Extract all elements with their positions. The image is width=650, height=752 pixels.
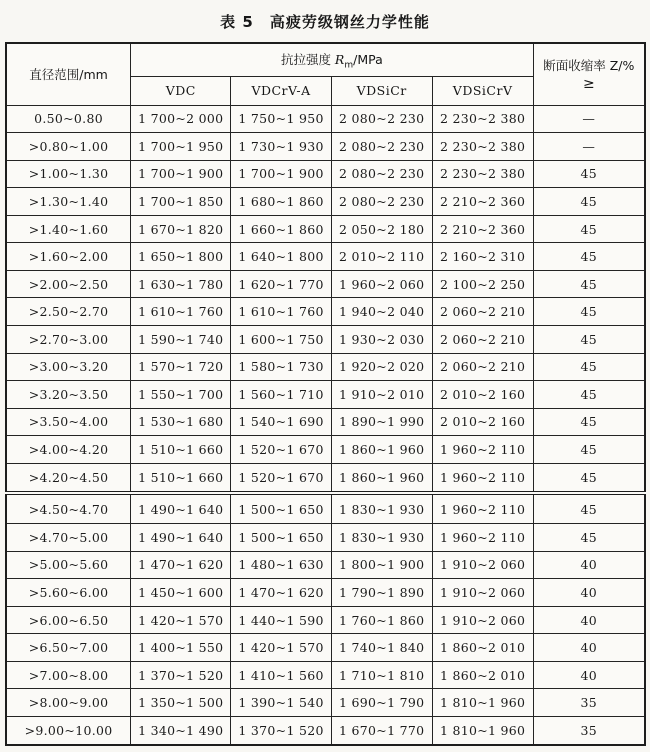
table-cell: 1 390~1 540	[231, 689, 331, 717]
table-cell: 1 960~2 110	[432, 463, 533, 493]
table-row	[6, 133, 645, 161]
table-cell: 1 540~1 690	[231, 408, 331, 436]
table-cell: 45	[533, 381, 645, 409]
table-cell: 1 960~2 110	[432, 436, 533, 464]
table-cell: 1 370~1 520	[231, 717, 331, 745]
table-cell: 35	[533, 689, 645, 717]
table-cell: 1 700~1 850	[131, 188, 231, 216]
table-cell: 1 670~1 770	[331, 717, 432, 745]
table-cell: >9.00~10.00	[6, 717, 131, 745]
table-cell: 2 060~2 210	[432, 326, 533, 354]
table-cell: 1 800~1 900	[331, 551, 432, 579]
table-cell: 1 890~1 990	[331, 408, 432, 436]
table-cell: >4.50~4.70	[6, 493, 131, 523]
table-cell: 45	[533, 298, 645, 326]
table-cell: 1 350~1 500	[131, 689, 231, 717]
table-cell: >2.00~2.50	[6, 270, 131, 298]
table-cell: —	[533, 105, 645, 133]
table-cell: 1 560~1 710	[231, 381, 331, 409]
table-cell: 45	[533, 326, 645, 354]
table-cell: 1 400~1 550	[131, 634, 231, 662]
table-cell: 1 510~1 660	[131, 436, 231, 464]
table-cell: 1 550~1 700	[131, 381, 231, 409]
table-cell: —	[533, 133, 645, 161]
table-row	[6, 160, 645, 188]
tensile-symbol: R	[334, 51, 345, 67]
table-row	[6, 326, 645, 354]
table-cell: 45	[533, 408, 645, 436]
table-row	[6, 689, 645, 717]
table-cell: 45	[533, 243, 645, 271]
table-cell: 1 790~1 890	[331, 579, 432, 607]
tensile-symbol-subscript: m	[344, 60, 354, 70]
table-cell: 1 420~1 570	[231, 634, 331, 662]
table-cell: 2 060~2 210	[432, 298, 533, 326]
table-cell: 2 230~2 380	[432, 105, 533, 133]
table-cell: 40	[533, 634, 645, 662]
table-cell: 1 530~1 680	[131, 408, 231, 436]
table-cell: 45	[533, 188, 645, 216]
table-cell: 1 700~2 000	[131, 105, 231, 133]
table-row	[6, 493, 645, 523]
table-cell: 1 470~1 620	[231, 579, 331, 607]
table-cell: 1 670~1 820	[131, 215, 231, 243]
table-cell: >1.60~2.00	[6, 243, 131, 271]
table-cell: 1 600~1 750	[231, 326, 331, 354]
table-row	[6, 105, 645, 133]
table-cell: 1 960~2 110	[432, 493, 533, 523]
table-cell: 2 010~2 160	[432, 408, 533, 436]
table-cell: 1 740~1 840	[331, 634, 432, 662]
table-cell: 1 860~2 010	[432, 634, 533, 662]
table-cell: 1 580~1 730	[231, 353, 331, 381]
table-cell: 1 760~1 860	[331, 606, 432, 634]
table-cell: 1 410~1 560	[231, 661, 331, 689]
table-cell: >5.00~5.60	[6, 551, 131, 579]
table-row	[6, 524, 645, 552]
table-cell: 1 500~1 650	[231, 524, 331, 552]
table-cell: 1 830~1 930	[331, 524, 432, 552]
table-cell: 1 520~1 670	[231, 463, 331, 493]
table-cell: 1 730~1 930	[231, 133, 331, 161]
table-cell: >4.00~4.20	[6, 436, 131, 464]
table-row	[6, 270, 645, 298]
table-cell: 1 450~1 600	[131, 579, 231, 607]
table-row	[6, 353, 645, 381]
column-header-diameter-range: 直径范围/mm	[6, 43, 131, 105]
table-row	[6, 243, 645, 271]
steel-wire-properties-table	[5, 42, 646, 746]
table-row	[6, 298, 645, 326]
table-cell: 1 440~1 590	[231, 606, 331, 634]
table-cell: 1 860~1 960	[331, 463, 432, 493]
table-cell: 1 960~2 060	[331, 270, 432, 298]
tensile-label-zh: 抗拉强度	[280, 51, 335, 67]
table-cell: 1 940~2 040	[331, 298, 432, 326]
table-cell: 1 860~1 960	[331, 436, 432, 464]
table-cell: 1 680~1 860	[231, 188, 331, 216]
table-cell: 40	[533, 579, 645, 607]
table-cell: 2 100~2 250	[432, 270, 533, 298]
table-cell: 1 700~1 900	[231, 160, 331, 188]
table-cell: 2 080~2 230	[331, 188, 432, 216]
column-header-grade-vdsicr: VDSiCr	[331, 76, 432, 105]
table-cell: >5.60~6.00	[6, 579, 131, 607]
column-header-grade-vdsicrv: VDSiCrV	[432, 76, 533, 105]
table-cell: 1 810~1 960	[432, 689, 533, 717]
table-cell: 1 750~1 950	[231, 105, 331, 133]
table-cell: 40	[533, 606, 645, 634]
table-cell: 1 510~1 660	[131, 463, 231, 493]
column-header-grade-vdc: VDC	[131, 76, 231, 105]
table-cell: 1 500~1 650	[231, 493, 331, 523]
table-cell: 1 570~1 720	[131, 353, 231, 381]
table-cell: 1 610~1 760	[131, 298, 231, 326]
table-cell: 1 930~2 030	[331, 326, 432, 354]
tensile-unit: /MPa	[353, 51, 383, 67]
table-cell: 1 480~1 630	[231, 551, 331, 579]
table-cell: 2 080~2 230	[331, 160, 432, 188]
table-cell: >0.80~1.00	[6, 133, 131, 161]
table-cell: 1 830~1 930	[331, 493, 432, 523]
table-cell: 1 340~1 490	[131, 717, 231, 745]
table-row	[6, 634, 645, 662]
column-group-header-tensile-strength	[131, 43, 534, 76]
table-cell: 2 160~2 310	[432, 243, 533, 271]
table-cell: 1 650~1 800	[131, 243, 231, 271]
table-cell: >6.50~7.00	[6, 634, 131, 662]
column-header-grade-vdcrv-a: VDCrV-A	[231, 76, 331, 105]
table-cell: 2 210~2 360	[432, 188, 533, 216]
table-row	[6, 408, 645, 436]
table-cell: 45	[533, 270, 645, 298]
reduction-of-area-label: 断面收缩率 Z/%	[543, 58, 635, 74]
table-cell: 1 640~1 800	[231, 243, 331, 271]
table-cell: 1 590~1 740	[131, 326, 231, 354]
table-cell: >2.70~3.00	[6, 326, 131, 354]
table-row	[6, 436, 645, 464]
table-cell: 1 690~1 790	[331, 689, 432, 717]
table-cell: >8.00~9.00	[6, 689, 131, 717]
table-cell: 2 010~2 110	[331, 243, 432, 271]
table-cell: 40	[533, 661, 645, 689]
table-cell: 1 520~1 670	[231, 436, 331, 464]
table-cell: 1 910~2 060	[432, 606, 533, 634]
table-body	[6, 105, 645, 745]
table-cell: 2 010~2 160	[432, 381, 533, 409]
table-cell: 1 370~1 520	[131, 661, 231, 689]
table-cell: >2.50~2.70	[6, 298, 131, 326]
column-header-reduction-of-area	[533, 43, 645, 105]
table-row	[6, 579, 645, 607]
table-row	[6, 661, 645, 689]
table-cell: >6.00~6.50	[6, 606, 131, 634]
table-cell: 2 210~2 360	[432, 215, 533, 243]
table-cell: 1 910~2 010	[331, 381, 432, 409]
table-cell: 2 230~2 380	[432, 133, 533, 161]
table-cell: >1.40~1.60	[6, 215, 131, 243]
table-cell: 1 420~1 570	[131, 606, 231, 634]
table-cell: >4.70~5.00	[6, 524, 131, 552]
greater-equal-symbol: ≥	[582, 76, 595, 93]
table-caption: 表 5 高疲劳级钢丝力学性能	[220, 13, 430, 31]
table-cell: 45	[533, 215, 645, 243]
table-cell: >7.00~8.00	[6, 661, 131, 689]
table-cell: 45	[533, 524, 645, 552]
table-cell: 0.50~0.80	[6, 105, 131, 133]
table-row	[6, 215, 645, 243]
table-cell: 1 910~2 060	[432, 579, 533, 607]
table-cell: 2 050~2 180	[331, 215, 432, 243]
table-cell: 1 660~1 860	[231, 215, 331, 243]
table-cell: >3.00~3.20	[6, 353, 131, 381]
table-cell: >3.20~3.50	[6, 381, 131, 409]
table-cell: 1 610~1 760	[231, 298, 331, 326]
table-row	[6, 463, 645, 493]
table-cell: 45	[533, 160, 645, 188]
table-row	[6, 717, 645, 745]
table-cell: 1 920~2 020	[331, 353, 432, 381]
table-cell: >3.50~4.00	[6, 408, 131, 436]
table-row	[6, 381, 645, 409]
table-cell: 45	[533, 463, 645, 493]
table-cell: 45	[533, 353, 645, 381]
table-cell: 35	[533, 717, 645, 745]
table-cell: 1 490~1 640	[131, 524, 231, 552]
table-cell: 1 860~2 010	[432, 661, 533, 689]
table-cell: 1 910~2 060	[432, 551, 533, 579]
table-cell: 1 620~1 770	[231, 270, 331, 298]
table-cell: 1 710~1 810	[331, 661, 432, 689]
table-cell: >1.30~1.40	[6, 188, 131, 216]
table-cell: 1 470~1 620	[131, 551, 231, 579]
table-cell: 1 700~1 900	[131, 160, 231, 188]
table-cell: 1 490~1 640	[131, 493, 231, 523]
table-cell: 2 080~2 230	[331, 133, 432, 161]
table-cell: 1 700~1 950	[131, 133, 231, 161]
table-header	[6, 43, 645, 105]
table-cell: 1 810~1 960	[432, 717, 533, 745]
table-cell: 2 080~2 230	[331, 105, 432, 133]
table-cell: 1 960~2 110	[432, 524, 533, 552]
table-cell: 2 230~2 380	[432, 160, 533, 188]
table-cell: 1 630~1 780	[131, 270, 231, 298]
table-cell: 45	[533, 493, 645, 523]
table-cell: >4.20~4.50	[6, 463, 131, 493]
table-cell: 40	[533, 551, 645, 579]
table-cell: 45	[533, 436, 645, 464]
table-row	[6, 551, 645, 579]
table-row	[6, 606, 645, 634]
table-cell: >1.00~1.30	[6, 160, 131, 188]
table-cell: 2 060~2 210	[432, 353, 533, 381]
table-row	[6, 188, 645, 216]
